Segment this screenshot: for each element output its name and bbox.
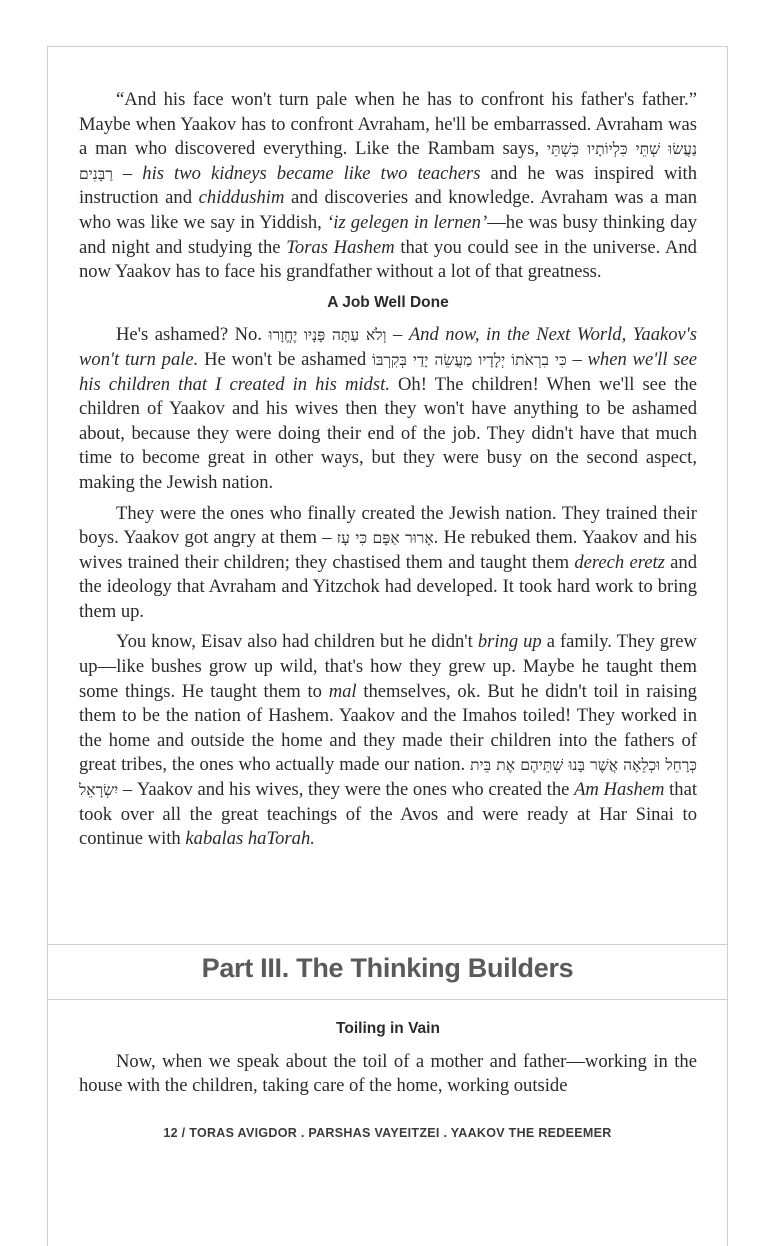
- section-subheading: A Job Well Done: [327, 293, 449, 311]
- hebrew-quote: אָרוּר אַפָּם כִּי עָז: [336, 529, 434, 548]
- paragraph: [79, 88, 697, 285]
- paragraph: [79, 502, 697, 625]
- text: Oh! The children! When we'll see the children of Yaakov and his wives then they won't have anything to be ashamed about, because they were doing their end of the job. They didn't have that much time to become great in other ways, but they were busy on the second aspect, making the Jewish nation.: [79, 373, 697, 493]
- italic-text: Toras Hashem: [286, 236, 395, 258]
- text: He won't be ashamed: [198, 348, 372, 370]
- italic-text: And now, in the Next World, Yaakov's won't turn pale.: [79, 324, 698, 370]
- text: and he was inspired with instruction and: [79, 162, 698, 209]
- hebrew-quote: כְּרָחֵל וּכְלֵאָה אֲשֶׁר בָּנוּ שְׁתֵּיהֶם אֶת בֵּית יִשְׂרָאֵל: [79, 756, 697, 800]
- text: themselves, ok. But he didn't toil in raising them to be the nation of Hashem. Yaakov and the Imahos toiled! They worked in the home and outside the home and they made their children into the fathers of great tribes, the ones who actually made our nation.: [79, 680, 697, 776]
- text: –: [566, 348, 588, 370]
- italic-text: derech eretz: [574, 551, 665, 573]
- text: He's ashamed? No.: [116, 324, 269, 346]
- text: –: [386, 324, 409, 346]
- italic-text: mal: [328, 680, 357, 702]
- italic-text: when we'll see his children that I created in his midst.: [79, 348, 698, 395]
- text: – Yaakov and his wives, they were the ones who created the: [118, 779, 575, 801]
- text: You know, Eisav also had children but he didn't: [116, 631, 478, 653]
- text: that took over all the great teachings of the Avos and were ready at Har Sinai to continue with: [79, 779, 698, 850]
- italic-text: his two kidneys became like two teachers: [142, 162, 481, 184]
- text: and the ideology that Avraham and Yitzchok had developed. It took hard work to bring them up.: [79, 551, 698, 622]
- text: Now, when we speak about the toil of a mother and father—working in the house with the children, taking care of the home, working outside: [79, 1050, 697, 1097]
- italic-text: ‘iz gelegen in lernen’: [327, 211, 488, 233]
- section-subheading: Toiling in Vain: [336, 1020, 440, 1037]
- text: —he was busy thinking day and night and studying the: [79, 211, 698, 258]
- text: “And his face won't turn pale when he has to confront his father's father.” Maybe when Yaakov has to confront Avraham, he'll be embarrassed. Avraham was a man who discovered everything. Like the Rambam says,: [79, 89, 697, 160]
- text: that you could see in the universe. And now Yaakov has to face his grandfather without a lot of that greatness.: [79, 236, 697, 283]
- text: They were the ones who finally created the Jewish nation. They trained their boys. Yaakov got angry at them –: [79, 502, 697, 549]
- top-text-column: [79, 88, 697, 858]
- paragraph: [79, 323, 697, 495]
- text: –: [112, 162, 143, 184]
- italic-text: bring up: [477, 631, 542, 653]
- italic-text: Am Hashem: [574, 779, 665, 801]
- italic-text: kabalas haTorah.: [185, 828, 315, 850]
- divider-bottom: [47, 999, 728, 1000]
- paragraph: [79, 630, 697, 851]
- text: and discoveries and knowledge. Avraham was a man who was like we say in Yiddish,: [79, 187, 697, 233]
- hebrew-quote: וְלֹא עַתָּה פָּנָיו יֶחֱוָרוּ: [268, 326, 387, 345]
- paragraph: [79, 1050, 697, 1099]
- divider-top: [47, 944, 728, 945]
- italic-text: chiddushim: [198, 187, 285, 209]
- text: a family. They grew up—like bushes grow up wild, that's how they grew up. Maybe he taught them some things. He taught them to: [79, 631, 697, 702]
- part-title: Part III. The Thinking Builders: [201, 953, 574, 983]
- hebrew-quote: נַעֲשׂוּ שְׁתֵּי כִּלְיוֹתָיו כִּשְׁתֵּי רַבָּנִים: [79, 140, 697, 183]
- page-footer: 12 / TORAS AVIGDOR . PARSHAS VAYEITZEI . YAAKOV THE REDEEMER: [163, 1126, 612, 1140]
- bottom-text-column: [79, 1013, 697, 1105]
- text: . He rebuked them. Yaakov and his wives trained their children; they chastised them and taught them: [79, 527, 698, 573]
- hebrew-quote: כִּי בִרְאֹתוֹ יְלָדָיו מַעֲשֵׂה יָדַי בְּקִרְבּוֹ: [371, 350, 567, 369]
